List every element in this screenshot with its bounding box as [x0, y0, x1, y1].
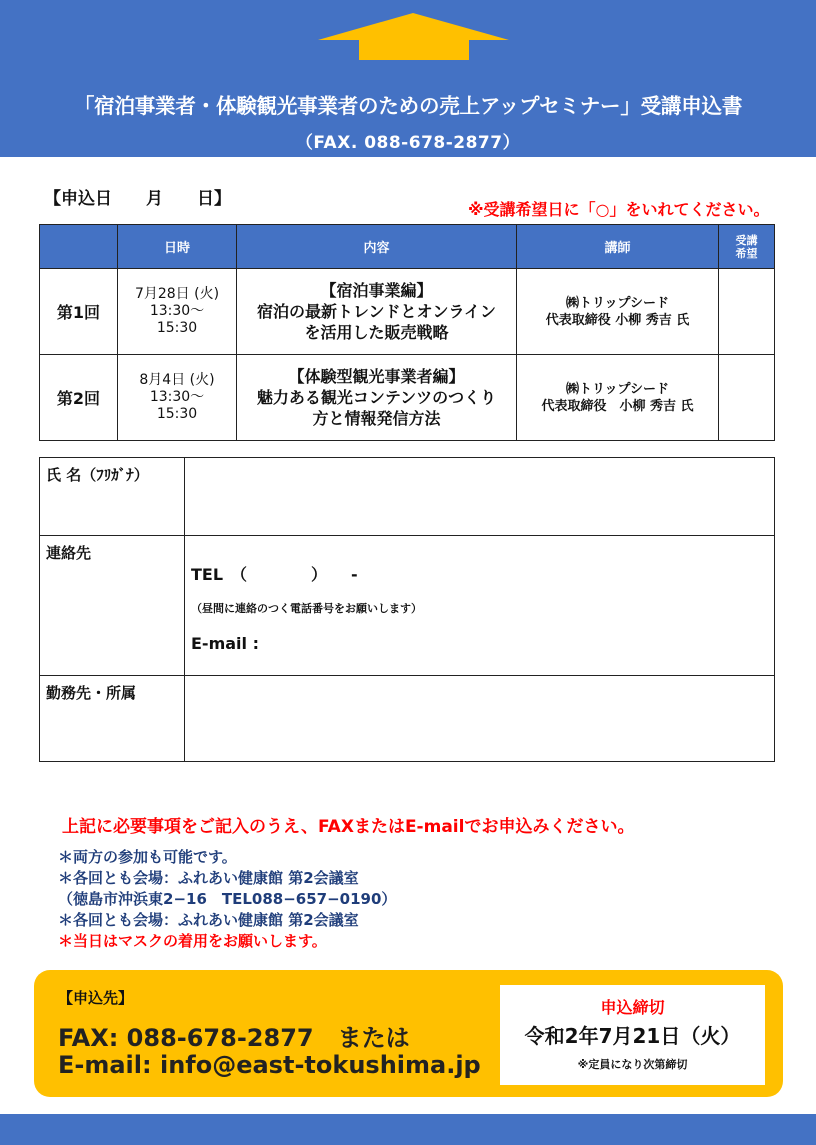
notice-text: 上記に必要事項をご記入のうえ、FAXまたはE-mailでお申込みください。: [62, 817, 635, 837]
session-datetime: [118, 355, 237, 441]
session-content: [237, 269, 517, 355]
destination-label: 【申込先】: [58, 989, 134, 1007]
note-item: （徳島市沖浜東2−16 TEL088−657−0190）: [58, 890, 397, 908]
session-content: [237, 355, 517, 441]
header-content: 内容: [237, 225, 517, 269]
header-datetime: 日時: [118, 225, 237, 269]
workplace-label: 勤務先・所属: [40, 676, 185, 762]
header-banner: [0, 0, 816, 157]
page-title: 「宿泊事業者・体験観光事業者のための売上アップセミナー」受講申込書: [73, 94, 743, 118]
deadline-date: 令和2年7月21日（火）: [524, 1024, 741, 1048]
tel-field[interactable]: TEL （ ） -: [191, 565, 358, 584]
apply-date-label: 【申込日 月 日】: [44, 189, 231, 209]
header-fax-number: （FAX. 088-678-2877）: [295, 133, 521, 153]
lecturer-company: ㈱トリップシード: [566, 295, 669, 311]
name-label: 氏 名（ﾌﾘｶﾞﾅ）: [40, 458, 185, 536]
session-lecturer: [517, 269, 719, 355]
lecturer-name: 代表取締役 小柳 秀吉 氏: [545, 312, 690, 328]
form-row-name: [40, 458, 775, 536]
header-want-line2: 希望: [735, 246, 758, 260]
applicant-form: [39, 457, 775, 762]
session-date: 7月28日 (火): [134, 286, 220, 302]
session-label: 第1回: [40, 269, 118, 355]
session-time-start: 13:30〜: [149, 303, 205, 319]
content-line: 方と情報発信方法: [312, 409, 441, 428]
want-checkbox-cell[interactable]: [719, 355, 775, 441]
header-blank: [40, 225, 118, 269]
destination-fax: FAX: 088-678-2877 または: [58, 1024, 410, 1052]
notes-list: [58, 847, 396, 952]
form-row-workplace: [40, 676, 775, 762]
lecturer-company: ㈱トリップシード: [566, 381, 669, 397]
deadline-note: ※定員になり次第締切: [577, 1058, 688, 1071]
form-row-contact: [40, 536, 775, 676]
header-lecturer: 講師: [517, 225, 719, 269]
contact-label: 連絡先: [40, 536, 185, 676]
note-item: ＊両方の参加も可能です。: [58, 848, 237, 866]
content-line: を活用した販売戦略: [304, 323, 449, 342]
session-time-end: 15:30: [156, 320, 198, 336]
session-label: 第2回: [40, 355, 118, 441]
session-lecturer: [517, 355, 719, 441]
note-item: ＊当日はマスクの着用をお願いします。: [58, 932, 327, 950]
session-time-start: 13:30〜: [149, 389, 205, 405]
schedule-table: [39, 224, 775, 441]
footer-bar: [0, 1114, 816, 1145]
content-title: 【宿泊事業編】: [320, 281, 433, 300]
table-row: [40, 269, 775, 355]
content-title: 【体験型観光事業者編】: [288, 367, 465, 386]
content-line: 魅力ある観光コンテンツのつくり: [256, 388, 497, 407]
header-want: [719, 225, 775, 269]
session-date: 8月4日 (火): [139, 372, 215, 388]
contact-field[interactable]: [185, 536, 775, 676]
content-line: 宿泊の最新トレンドとオンライン: [256, 302, 497, 321]
destination-email[interactable]: E-mail: info@east-tokushima.jp: [58, 1051, 481, 1079]
note-item: ＊各回とも会場：ふれあい健康館 第2会議室: [58, 911, 359, 929]
session-time-end: 15:30: [156, 406, 198, 422]
workplace-field[interactable]: [185, 676, 775, 762]
email-field[interactable]: E-mail :: [191, 634, 259, 653]
note-item: ＊各回とも会場：ふれあい健康館 第2会議室: [58, 869, 359, 887]
want-checkbox-cell[interactable]: [719, 269, 775, 355]
deadline-box: [500, 985, 765, 1085]
tel-note: （昼間に連絡のつく電話番号をお願いします）: [191, 602, 422, 615]
instruction-text: ※受講希望日に「○」をいれてください。: [468, 200, 770, 219]
contact-box: [185, 536, 774, 675]
deadline-title: 申込締切: [600, 998, 665, 1017]
session-datetime: [118, 269, 237, 355]
lecturer-name: 代表取締役 小柳 秀吉 氏: [541, 398, 694, 414]
table-row: [40, 355, 775, 441]
up-arrow-icon: [0, 0, 816, 60]
header-want-line1: 受講: [735, 233, 758, 247]
schedule-header-row: [40, 225, 775, 269]
name-field[interactable]: [185, 458, 775, 536]
